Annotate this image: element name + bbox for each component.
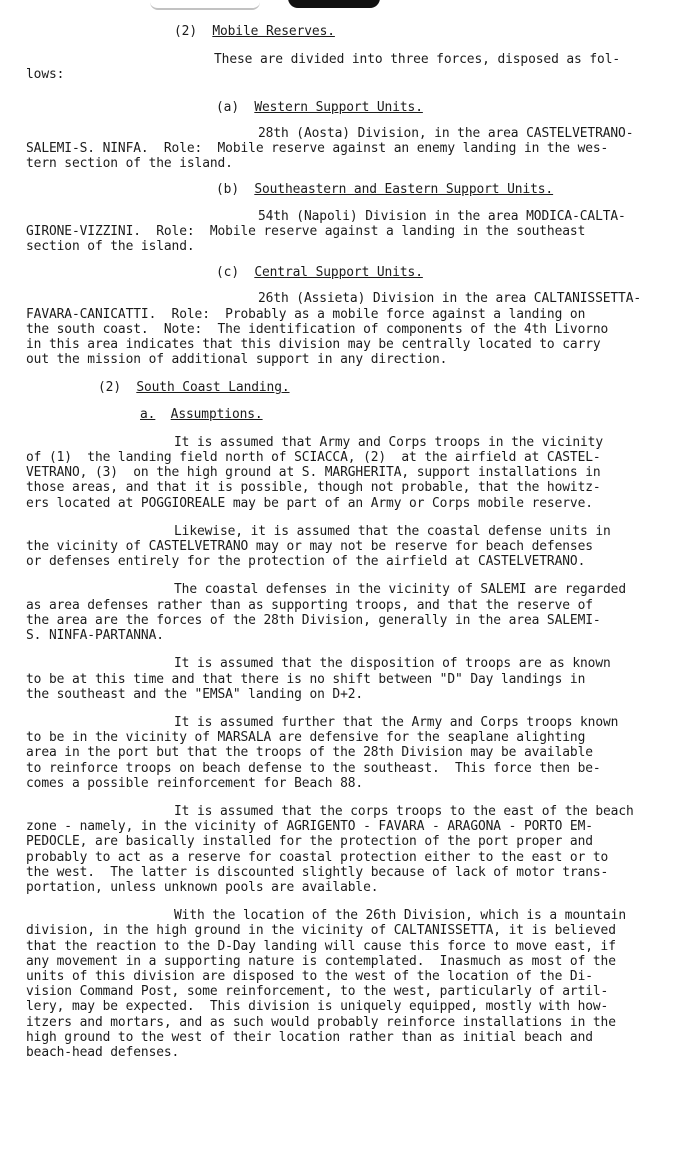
para-7-line-4: any movement in a supporting nature is contemplated. Inasmuch as most of the: [26, 953, 616, 969]
para-3-line-2: as area defenses rather than as supporting troops, and that the reserve of: [26, 597, 593, 613]
para-5-line-2: to be in the vicinity of MARSALA are defensive for the seaplane alighting: [26, 730, 586, 746]
document-body: [26, 24, 678, 1060]
para-1-line-1: It is assumed that Army and Corps troops in the vicinity: [174, 434, 604, 450]
assumptions-letter: a.: [140, 406, 156, 422]
para-7-line-7: lery, may be expected. This division is uniquely equipped, mostly with how-: [26, 999, 609, 1015]
para-7-line-10: beach-head defenses.: [26, 1044, 180, 1060]
heading-central-support: [26, 265, 678, 280]
intro-line-1: These are divided into three forces, disposed as fol-: [214, 52, 621, 68]
para-5-line-4: to reinforce troops on beach defense to the southeast. This force then be-: [26, 760, 601, 776]
heading-western-support: [26, 100, 678, 115]
para-7-line-2: division, in the high ground in the vicinity of CALTANISSETTA, it is believed: [26, 923, 616, 939]
unit-c-line-3: the south coast. Note: The identification of components of the 4th Livorno: [26, 321, 609, 337]
unit-c-line-1: 26th (Assieta) Division in the area CALTANISSETTA-: [258, 291, 642, 307]
unit-a-line-2: SALEMI-S. NINFA. Role: Mobile reserve against an enemy landing in the wes-: [26, 141, 609, 157]
unit-letter: (c): [216, 265, 239, 281]
para-6-line-4: probably to act as a reserve for coastal protection either to the east or to: [26, 849, 609, 865]
unit-c-line-5: out the mission of additional support in any direction.: [26, 352, 448, 368]
para-5-line-3: area in the port but that the troops of the 28th Division may be available: [26, 745, 593, 761]
unit-b-line-1: 54th (Napoli) Division in the area MODICA-CALTA-: [258, 208, 626, 224]
para-6-line-5: the west. The latter is discounted slightly because of lack of motor trans-: [26, 864, 609, 880]
unit-a-line-1: 28th (Aosta) Division, in the area CASTELVETRANO-: [258, 125, 634, 141]
unit-title: Southeastern and Eastern Support Units.: [254, 182, 554, 198]
para-2-line-1: Likewise, it is assumed that the coastal defense units in: [174, 523, 611, 539]
para-6-line-1: It is assumed that the corps troops to the east of the beach: [174, 803, 634, 819]
heading-title: Mobile Reserves.: [212, 24, 335, 39]
para-7-line-5: units of this division are disposed to the west of the location of the Di-: [26, 968, 593, 984]
para-6-line-3: PEDOCLE, are basically installed for the protection of the port proper and: [26, 834, 593, 850]
para-1-line-4: those areas, and that it is possible, though not probable, that the howitz-: [26, 480, 601, 496]
heading-number: (2): [174, 24, 197, 39]
assumptions-title: Assumptions.: [170, 406, 263, 422]
unit-title: Western Support Units.: [254, 99, 423, 115]
para-2-line-3: or defenses entirely for the protection of the airfield at CASTELVETRANO.: [26, 554, 586, 570]
para-7-line-8: itzers and mortars, and as such would probably reinforce installations in the: [26, 1014, 616, 1030]
unit-title: Central Support Units.: [254, 265, 423, 281]
heading-number: (2): [98, 380, 121, 396]
para-1-line-3: VETRANO, (3) on the high ground at S. MARGHERITA, support installations in: [26, 465, 601, 481]
para-4-line-2: to be at this time and that there is no shift between "D" Day landings in: [26, 671, 586, 687]
unit-letter: (a): [216, 99, 239, 115]
para-3-line-3: the area are the forces of the 28th Division, generally in the area SALEMI-: [26, 612, 601, 628]
unit-b-line-2: GIRONE-VIZZINI. Role: Mobile reserve against a landing in the southeast: [26, 223, 586, 239]
para-7-line-6: vision Command Post, some reinforcement, to the west, particularly of artil-: [26, 984, 609, 1000]
heading-southeastern-support: [26, 182, 678, 197]
heading-south-coast-landing: [26, 380, 678, 395]
para-4-line-3: the southeast and the "EMSA" landing on D+2.: [26, 686, 364, 702]
intro-line-2: lows:: [26, 67, 65, 83]
heading-mobile-reserves: [26, 24, 678, 39]
para-2-line-2: the vicinity of CASTELVETRANO may or may not be reserve for beach defenses: [26, 539, 593, 555]
para-5-line-1: It is assumed further that the Army and Corps troops known: [174, 714, 619, 730]
unit-c-line-4: in this area indicates that this division may be centrally located to carry: [26, 337, 601, 353]
heading-title: South Coast Landing.: [136, 380, 290, 396]
unit-b-line-3: section of the island.: [26, 239, 195, 255]
classification-stamp-remnant: [150, 0, 380, 14]
para-3-line-4: S. NINFA-PARTANNA.: [26, 628, 164, 644]
para-1-line-5: ers located at POGGIOREALE may be part of an Army or Corps mobile reserve.: [26, 495, 593, 511]
unit-letter: (b): [216, 182, 239, 198]
heading-assumptions: [26, 407, 678, 422]
unit-c-line-2: FAVARA-CANICATTI. Role: Probably as a mobile force against a landing on: [26, 306, 586, 322]
para-1-line-2: of (1) the landing field north of SCIACCA, (2) at the airfield at CASTEL-: [26, 450, 601, 466]
para-6-line-6: portation, unless unknown pools are available.: [26, 879, 379, 895]
para-7-line-1: With the location of the 26th Division, which is a mountain: [174, 908, 626, 924]
para-3-line-1: The coastal defenses in the vicinity of SALEMI are regarded: [174, 582, 626, 598]
unit-a-line-3: tern section of the island.: [26, 156, 233, 172]
para-6-line-2: zone - namely, in the vicinity of AGRIGENTO - FAVARA - ARAGONA - PORTO EM-: [26, 819, 593, 835]
para-7-line-9: high ground to the west of their location rather than as initial beach and: [26, 1029, 593, 1045]
para-7-line-3: that the reaction to the D-Day landing will cause this force to move east, if: [26, 938, 616, 954]
para-4-line-1: It is assumed that the disposition of troops are as known: [174, 656, 611, 672]
para-5-line-5: comes a possible reinforcement for Beach 88.: [26, 775, 364, 791]
